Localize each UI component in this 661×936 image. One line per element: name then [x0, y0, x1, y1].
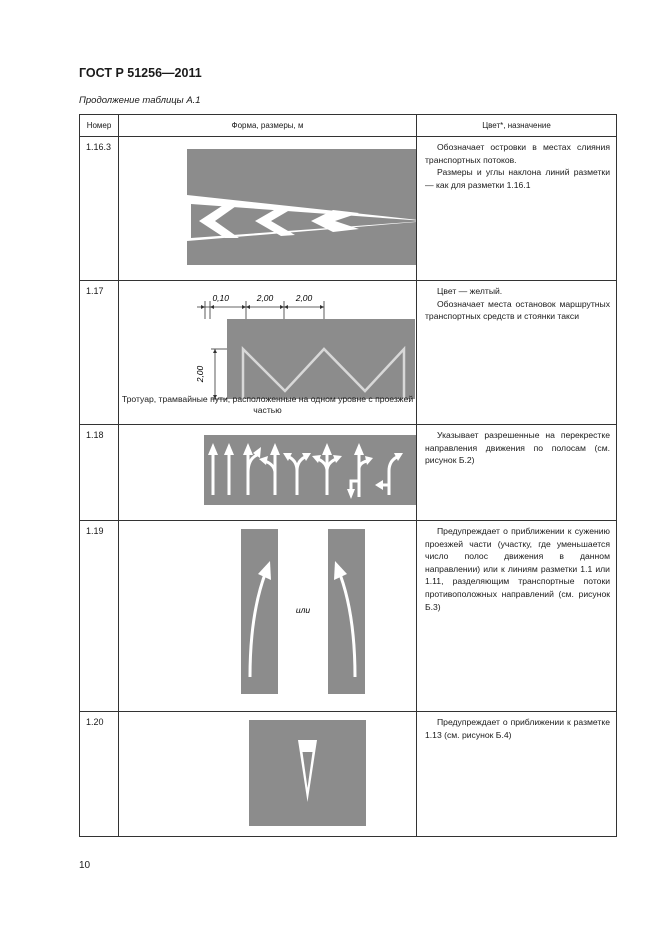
row-description — [417, 521, 617, 712]
description-paragraph: Цвет — желтый. — [437, 286, 503, 296]
dimension-label: 2,00 — [195, 365, 205, 383]
table-header-row — [80, 115, 617, 137]
dimension-label: 2,00 — [295, 293, 313, 303]
row-number: 1.20 — [80, 712, 119, 837]
or-label: или — [295, 605, 311, 615]
description-paragraph: Размеры и углы наклона линий разметки — как для разметки 1.16.1 — [425, 167, 610, 190]
row-description — [417, 281, 617, 425]
description-paragraph: Обозначает островки в местах слияния транспортных потоков. — [425, 142, 610, 165]
table-row — [80, 712, 617, 837]
row-number: 1.19 — [80, 521, 119, 712]
lane-surface-left — [241, 529, 278, 694]
row-number: 1.18 — [80, 425, 119, 521]
row-figure-cell — [119, 712, 417, 837]
table-row — [80, 281, 617, 425]
column-header-form: Форма, размеры, м — [119, 115, 417, 137]
stop-area-road — [227, 319, 415, 399]
figure-caption: Тротуар, трамвайные пути, расположенные на одном уровне с проезжей частью — [121, 394, 414, 415]
row-description — [417, 712, 617, 837]
dimension-label: 0,10 — [212, 293, 229, 303]
table-continuation-label: Продолжение таблицы А.1 — [79, 95, 201, 106]
marking-1-20-figure — [119, 712, 416, 836]
row-description — [417, 425, 617, 521]
row-number: 1.16.3 — [80, 137, 119, 281]
column-header-number: Номер — [80, 115, 119, 137]
page-number: 10 — [79, 860, 91, 871]
description-paragraph: Обозначает места остановок маршрутных транспортных средств и стоянки такси — [425, 298, 610, 322]
marking-1-16-3-figure — [119, 137, 416, 280]
description-paragraph: Предупреждает о приближении к разметке 1.13 (см. рисунок Б.4) — [425, 717, 610, 740]
markings-table — [79, 114, 617, 837]
row-figure-cell — [119, 425, 417, 521]
row-figure-cell — [119, 521, 417, 712]
marking-1-18-figure — [119, 425, 416, 520]
column-header-description: Цвет*, назначение — [417, 115, 617, 137]
table-row — [80, 425, 617, 521]
marking-1-19-figure — [119, 521, 416, 711]
row-description — [417, 137, 617, 281]
row-figure-cell — [119, 281, 417, 425]
table-row — [80, 521, 617, 712]
dimension-label: 2,00 — [256, 293, 274, 303]
table-row — [80, 137, 617, 281]
document-header: ГОСТ Р 51256—2011 — [79, 66, 202, 80]
row-number: 1.17 — [80, 281, 119, 425]
row-figure-cell — [119, 137, 417, 281]
road-surface — [204, 435, 416, 505]
lane-surface-right — [328, 529, 365, 694]
description-paragraph: Указывает разрешенные на перекрестке направления движения по полосам (см. рисунок Б.2) — [425, 430, 610, 466]
description-paragraph: Предупреждает о приближении к сужению проезжей части (участку, где уменьшается число полос движения в данном направлении) или к линиям разметки 1.1 или 1.11, разделяющим транспортные потоки противоположных направлений (см. рисунок Б.3) — [425, 526, 610, 612]
